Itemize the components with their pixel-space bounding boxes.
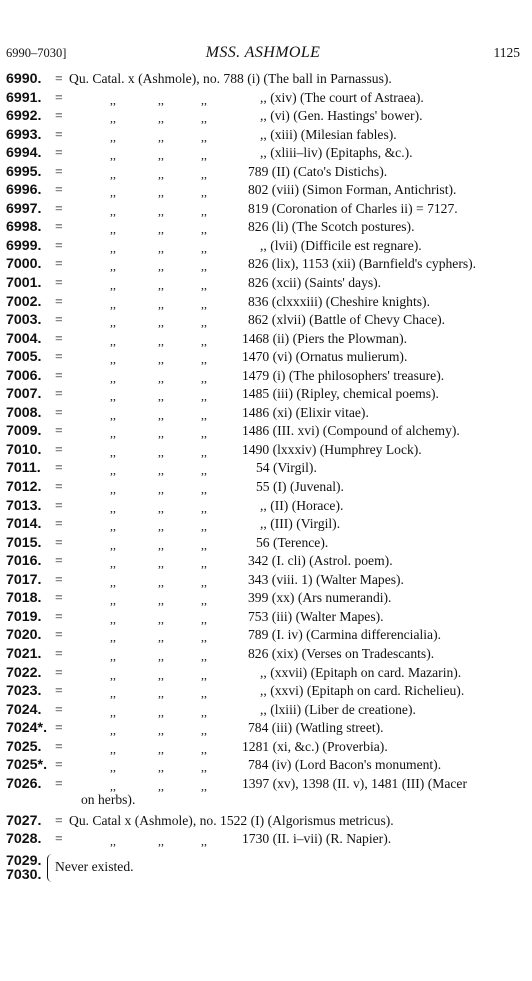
entry-row [6, 256, 526, 275]
ditto-mark: ,, [110, 723, 116, 738]
entry-reference: 826 (li) (The Scotch postures). [248, 219, 415, 235]
ditto-mark: ,, [201, 278, 207, 293]
entry-continuation: on herbs). [81, 791, 136, 807]
entry-row [6, 590, 526, 609]
equals-sign: = [55, 627, 63, 643]
entry-reference: ,, (xxvii) (Epitaph on card. Mazarin). [260, 664, 462, 680]
ditto-mark: ,, [201, 611, 207, 626]
entry-number: 6994. [6, 145, 42, 162]
ditto-mark: ,, [110, 315, 116, 330]
entry-number: 6999. [6, 237, 42, 254]
ditto-mark: ,, [158, 741, 164, 756]
ditto-mark: ,, [201, 630, 207, 645]
ditto-mark: ,, [201, 482, 207, 497]
ditto-mark: ,, [158, 389, 164, 404]
entry-reference: 1730 (II. i–vii) (R. Napier). [242, 831, 392, 847]
equals-sign: = [55, 683, 63, 699]
equals-sign: = [55, 608, 63, 624]
entry-reference: 1486 (III. xvi) (Compound of alchemy). [242, 423, 460, 439]
entry-row [6, 739, 526, 758]
entry-row [6, 535, 526, 554]
ditto-mark: ,, [158, 463, 164, 478]
entry-reference: 1397 (xv), 1398 (II. v), 1481 (III) (Macer [242, 775, 467, 791]
entry-reference: 784 (iii) (Watling street). [248, 720, 384, 736]
ditto-mark: ,, [158, 315, 164, 330]
equals-sign: = [55, 645, 63, 661]
entry-row [6, 108, 526, 127]
equals-sign: = [55, 330, 63, 346]
entry-row [6, 145, 526, 164]
ditto-mark: ,, [110, 444, 116, 459]
equals-sign: = [55, 145, 63, 161]
ditto-mark: ,, [158, 352, 164, 367]
entry-reference: 1490 (lxxxiv) (Humphrey Lock). [242, 441, 422, 457]
ditto-mark: ,, [201, 148, 207, 163]
entry-row [6, 164, 526, 183]
entry-number: 7029. [6, 852, 42, 869]
ditto-mark: ,, [201, 723, 207, 738]
equals-sign: = [55, 775, 63, 791]
entry-row [6, 646, 526, 665]
ditto-mark: ,, [201, 741, 207, 756]
entry-row [6, 831, 526, 850]
ditto-mark: ,, [201, 129, 207, 144]
entry-reference: 1479 (i) (The philosophers' treasure). [242, 367, 445, 383]
ditto-mark: ,, [110, 778, 116, 793]
ditto-mark: ,, [158, 222, 164, 237]
entry-row [6, 516, 526, 535]
entry-number: 7010. [6, 441, 42, 458]
ditto-mark: ,, [158, 723, 164, 738]
entry-number: 6991. [6, 89, 42, 106]
entry-number: 7012. [6, 479, 42, 496]
entry-text: Qu. Catal. x (Ashmole), no. 788 (i) (The ball in Parnassus). [69, 71, 392, 86]
entry-number: 7022. [6, 664, 42, 681]
equals-sign: = [55, 497, 63, 513]
equals-sign: = [55, 701, 63, 717]
entry-number: 7009. [6, 423, 42, 440]
entry-number: 7004. [6, 330, 42, 347]
entry-number: 7003. [6, 312, 42, 329]
entry-number: 7027. [6, 812, 42, 829]
entry-row [6, 423, 526, 442]
ditto-mark: ,, [110, 148, 116, 163]
entry-reference: 862 (xlvii) (Battle of Chevy Chace). [248, 312, 446, 328]
entry-number: 7005. [6, 349, 42, 366]
ditto-mark: ,, [110, 185, 116, 200]
ditto-mark: ,, [201, 444, 207, 459]
entry-reference: ,, (lxiii) (Liber de creatione). [260, 701, 416, 717]
equals-sign: = [55, 71, 63, 86]
ditto-mark: ,, [201, 370, 207, 385]
equals-sign: = [55, 664, 63, 680]
ditto-mark: ,, [158, 778, 164, 793]
entry-row [6, 498, 526, 517]
ditto-mark: ,, [110, 556, 116, 571]
ditto-mark: ,, [201, 519, 207, 534]
entry-number: 6990. [6, 71, 42, 87]
equals-sign: = [55, 423, 63, 439]
entry-row [6, 683, 526, 702]
entry-reference: 1281 (xi, &c.) (Proverbia). [242, 738, 388, 754]
ditto-mark: ,, [201, 222, 207, 237]
ditto-mark: ,, [158, 166, 164, 181]
entry-row [6, 349, 526, 368]
ditto-mark: ,, [201, 166, 207, 181]
equals-sign: = [55, 534, 63, 550]
entry-row [6, 219, 526, 238]
ditto-mark: ,, [110, 704, 116, 719]
entry-row [6, 127, 526, 146]
ditto-mark: ,, [158, 148, 164, 163]
entry-reference: 1468 (ii) (Piers the Plowman). [242, 330, 407, 346]
entry-row [6, 460, 526, 479]
ditto-mark: ,, [110, 482, 116, 497]
equals-sign: = [55, 126, 63, 142]
entry-number: 7020. [6, 627, 42, 644]
equals-sign: = [55, 553, 63, 569]
ditto-mark: ,, [201, 648, 207, 663]
equals-sign: = [55, 312, 63, 328]
entry-number: 7013. [6, 497, 42, 514]
header-page-number: 1125 [493, 45, 520, 60]
ditto-mark: ,, [158, 111, 164, 126]
ditto-mark: ,, [110, 611, 116, 626]
ditto-mark: ,, [110, 278, 116, 293]
ditto-mark: ,, [158, 278, 164, 293]
ditto-mark: ,, [158, 185, 164, 200]
entry-reference: 54 (Virgil). [256, 460, 317, 476]
entry-number: 6996. [6, 182, 42, 199]
ditto-mark: ,, [110, 630, 116, 645]
entry-number: 6992. [6, 108, 42, 125]
entry-number: 7021. [6, 645, 42, 662]
ditto-mark: ,, [201, 500, 207, 515]
ditto-mark: ,, [201, 778, 207, 793]
entry-reference: ,, (II) (Horace). [260, 497, 344, 513]
equals-sign: = [55, 163, 63, 179]
ditto-mark: ,, [110, 667, 116, 682]
entry-reference: 399 (xx) (Ars numerandi). [248, 590, 392, 606]
entry-row [6, 720, 526, 739]
entry-reference: ,, (lvii) (Difficile est regnare). [260, 237, 422, 253]
ditto-mark: ,, [158, 556, 164, 571]
ditto-mark: ,, [201, 92, 207, 107]
ditto-mark: ,, [110, 352, 116, 367]
ditto-mark: ,, [201, 407, 207, 422]
equals-sign: = [55, 590, 63, 606]
page-header [6, 44, 520, 64]
entry-row [6, 386, 526, 405]
entry-reference: 802 (viii) (Simon Forman, Antichrist). [248, 182, 457, 198]
entry-number: 7024*. [6, 720, 48, 737]
entry-reference: ,, (xiii) (Milesian fables). [260, 126, 397, 142]
entry-reference: ,, (III) (Virgil). [260, 516, 341, 532]
ditto-mark: ,, [158, 500, 164, 515]
ditto-mark: ,, [110, 389, 116, 404]
ditto-mark: ,, [110, 92, 116, 107]
ditto-mark: ,, [110, 463, 116, 478]
equals-sign: = [55, 516, 63, 532]
ditto-mark: ,, [201, 667, 207, 682]
entry-row [6, 182, 526, 201]
entry-number: 7000. [6, 256, 42, 273]
equals-sign: = [55, 720, 63, 736]
equals-sign: = [55, 571, 63, 587]
ditto-mark: ,, [110, 519, 116, 534]
ditto-mark: ,, [158, 760, 164, 775]
entry-row [6, 294, 526, 313]
ditto-mark: ,, [201, 111, 207, 126]
ditto-mark: ,, [158, 519, 164, 534]
ditto-mark: ,, [158, 834, 164, 849]
ditto-mark: ,, [158, 482, 164, 497]
ditto-mark: ,, [158, 444, 164, 459]
ditto-mark: ,, [201, 556, 207, 571]
ditto-mark: ,, [158, 203, 164, 218]
entry-number: 7019. [6, 608, 42, 625]
equals-sign: = [55, 349, 63, 365]
ditto-mark: ,, [110, 370, 116, 385]
entry-row [6, 553, 526, 572]
ditto-mark: ,, [158, 92, 164, 107]
equals-sign: = [55, 738, 63, 754]
ditto-mark: ,, [158, 648, 164, 663]
ditto-mark: ,, [110, 593, 116, 608]
equals-sign: = [55, 441, 63, 457]
entry-row [6, 312, 526, 331]
brace-mark [47, 854, 52, 882]
equals-sign: = [55, 237, 63, 253]
entry-number: 6997. [6, 200, 42, 217]
ditto-mark: ,, [201, 352, 207, 367]
entry-reference: 789 (II) (Cato's Distichs). [248, 163, 388, 179]
ditto-mark: ,, [110, 686, 116, 701]
ditto-mark: ,, [201, 537, 207, 552]
entry-row [6, 665, 526, 684]
ditto-mark: ,, [110, 333, 116, 348]
ditto-mark: ,, [110, 296, 116, 311]
entry-row [6, 702, 526, 721]
entry-reference: 1486 (xi) (Elixir vitae). [242, 404, 369, 420]
equals-sign: = [55, 293, 63, 309]
ditto-mark: ,, [110, 222, 116, 237]
entry-row [6, 609, 526, 628]
entry-reference: 826 (xix) (Verses on Tradescants). [248, 645, 435, 661]
ditto-mark: ,, [158, 240, 164, 255]
entry-row [6, 442, 526, 461]
ditto-mark: ,, [158, 630, 164, 645]
entry-number: 7011. [6, 460, 41, 477]
ditto-mark: ,, [201, 834, 207, 849]
equals-sign: = [55, 200, 63, 216]
ditto-mark: ,, [201, 593, 207, 608]
equals-sign: = [55, 182, 63, 198]
ditto-mark: ,, [110, 426, 116, 441]
equals-sign: = [55, 108, 63, 124]
entry-row [6, 572, 526, 591]
bracket-note: Never existed. [55, 858, 134, 874]
ditto-mark: ,, [201, 259, 207, 274]
entry-row [6, 405, 526, 424]
ditto-mark: ,, [158, 593, 164, 608]
ditto-mark: ,, [158, 370, 164, 385]
ditto-mark: ,, [201, 463, 207, 478]
ditto-mark: ,, [110, 834, 116, 849]
ditto-mark: ,, [110, 166, 116, 181]
ditto-mark: ,, [201, 296, 207, 311]
entry-reference: 819 (Coronation of Charles ii) = 7127. [248, 200, 458, 216]
entry-number: 7017. [6, 571, 42, 588]
entry-number: 7015. [6, 534, 42, 551]
ditto-mark: ,, [110, 648, 116, 663]
ditto-mark: ,, [110, 203, 116, 218]
ditto-mark: ,, [158, 537, 164, 552]
ditto-mark: ,, [158, 129, 164, 144]
entry-number: 6998. [6, 219, 42, 236]
entry-number: 6993. [6, 126, 42, 143]
entry-text: Qu. Catal x (Ashmole), no. 1522 (I) (Algorismus metricus). [69, 812, 394, 828]
entry-row [6, 331, 526, 350]
ditto-mark: ,, [201, 240, 207, 255]
ditto-mark: ,, [201, 704, 207, 719]
entry-reference: ,, (xliii–liv) (Epitaphs, &c.). [260, 145, 413, 161]
header-range: 6990–7030] [6, 46, 67, 60]
ditto-mark: ,, [158, 333, 164, 348]
entry-reference: 789 (I. iv) (Carmina differencialia). [248, 627, 442, 643]
entry-reference: 784 (iv) (Lord Bacon's monument). [248, 757, 442, 773]
entry-number: 7026. [6, 775, 42, 792]
entry-row [6, 757, 526, 776]
catalogue-entries [6, 71, 526, 884]
ditto-mark: ,, [201, 315, 207, 330]
ditto-mark: ,, [110, 537, 116, 552]
entry-reference: 343 (viii. 1) (Walter Mapes). [248, 571, 404, 587]
entry-row [6, 201, 526, 220]
equals-sign: = [55, 757, 63, 773]
entry-row [6, 479, 526, 498]
equals-sign: = [55, 367, 63, 383]
ditto-mark: ,, [110, 760, 116, 775]
entry-number: 7014. [6, 516, 42, 533]
bracketed-entries [6, 850, 526, 884]
entry-reference: ,, (vi) (Gen. Hastings' bower). [260, 108, 423, 124]
entry-reference: 753 (iii) (Walter Mapes). [248, 608, 384, 624]
equals-sign: = [55, 460, 63, 476]
entry-reference: 826 (lix), 1153 (xii) (Barnfield's cyphers). [248, 256, 477, 272]
equals-sign: = [55, 479, 63, 495]
equals-sign: = [55, 831, 63, 847]
entry-number: 7006. [6, 367, 42, 384]
entry-row [6, 275, 526, 294]
equals-sign: = [55, 256, 63, 272]
entry-row [6, 776, 526, 813]
ditto-mark: ,, [110, 574, 116, 589]
ditto-mark: ,, [158, 574, 164, 589]
ditto-mark: ,, [158, 686, 164, 701]
ditto-mark: ,, [201, 185, 207, 200]
entry-number: 7001. [6, 275, 42, 292]
ditto-mark: ,, [158, 259, 164, 274]
equals-sign: = [55, 404, 63, 420]
entry-number: 7024. [6, 701, 42, 718]
entry-row [6, 71, 526, 90]
entry-number: 7025*. [6, 757, 48, 774]
ditto-mark: ,, [201, 203, 207, 218]
ditto-mark: ,, [201, 389, 207, 404]
ditto-mark: ,, [110, 129, 116, 144]
entry-number: 7023. [6, 683, 42, 700]
ditto-mark: ,, [158, 296, 164, 311]
equals-sign: = [55, 275, 63, 291]
entry-number: 7030. [6, 866, 42, 883]
ditto-mark: ,, [201, 574, 207, 589]
ditto-mark: ,, [110, 741, 116, 756]
ditto-mark: ,, [158, 704, 164, 719]
entry-reference: 836 (clxxxiii) (Cheshire knights). [248, 293, 430, 309]
ditto-mark: ,, [158, 611, 164, 626]
entry-number: 7016. [6, 553, 42, 570]
entry-number: 7007. [6, 386, 42, 403]
equals-sign: = [55, 89, 63, 105]
entry-number: 7028. [6, 831, 42, 848]
ditto-mark: ,, [201, 333, 207, 348]
entry-row [6, 238, 526, 257]
equals-sign: = [55, 812, 63, 828]
entry-number: 7018. [6, 590, 42, 607]
equals-sign: = [55, 386, 63, 402]
entry-reference: ,, (xxvi) (Epitaph on card. Richelieu). [260, 683, 465, 699]
ditto-mark: ,, [110, 111, 116, 126]
ditto-mark: ,, [158, 426, 164, 441]
ditto-mark: ,, [110, 407, 116, 422]
entry-reference: ,, (xiv) (The court of Astraea). [260, 89, 424, 105]
header-title: MSS. ASHMOLE [205, 44, 321, 61]
entry-reference: 1470 (vi) (Ornatus mulierum). [242, 349, 408, 365]
ditto-mark: ,, [201, 760, 207, 775]
entry-number: 6995. [6, 163, 42, 180]
ditto-mark: ,, [110, 240, 116, 255]
entry-number: 7002. [6, 293, 42, 310]
entry-reference: 1485 (iii) (Ripley, chemical poems). [242, 386, 439, 402]
entry-reference: 826 (xcii) (Saints' days). [248, 275, 382, 291]
entry-row [6, 627, 526, 646]
entry-row [6, 368, 526, 387]
entry-number: 7008. [6, 404, 42, 421]
equals-sign: = [55, 219, 63, 235]
entry-reference: 342 (I. cli) (Astrol. poem). [248, 553, 393, 569]
entry-row [6, 90, 526, 109]
entry-reference: 55 (I) (Juvenal). [256, 479, 344, 495]
ditto-mark: ,, [110, 259, 116, 274]
entry-row [6, 813, 526, 832]
ditto-mark: ,, [201, 426, 207, 441]
ditto-mark: ,, [201, 686, 207, 701]
ditto-mark: ,, [110, 500, 116, 515]
ditto-mark: ,, [158, 407, 164, 422]
ditto-mark: ,, [158, 667, 164, 682]
entry-reference: 56 (Terence). [256, 534, 329, 550]
entry-number: 7025. [6, 738, 42, 755]
